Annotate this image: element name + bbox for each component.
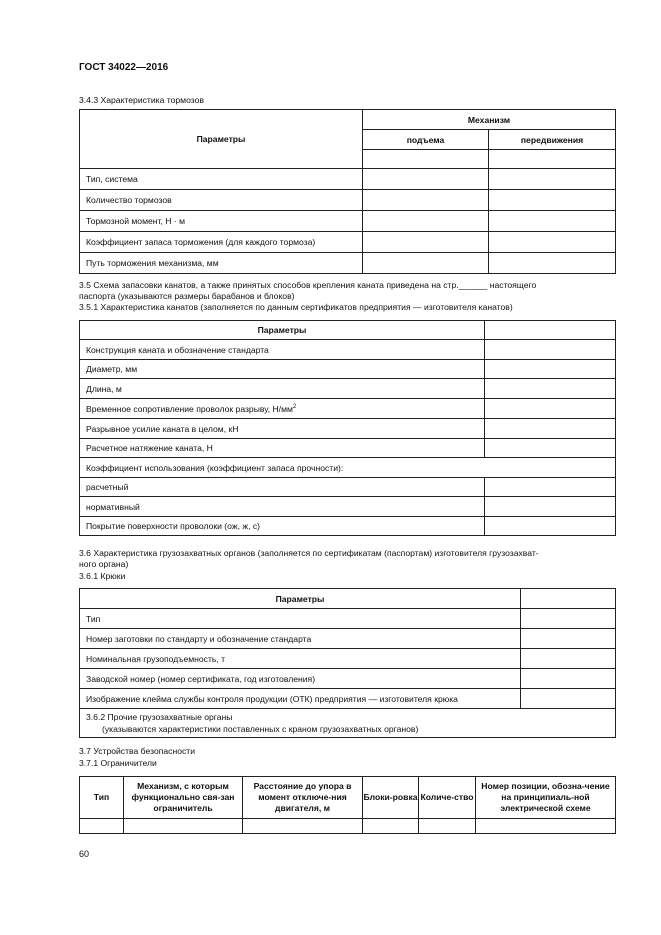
table-row: расчетный	[80, 478, 485, 497]
other-load-handling-title: 3.6.2 Прочие грузозахватные органы	[86, 712, 233, 722]
section-3-6-line2: ного органа)	[79, 559, 129, 569]
section-3-6-1-title: 3.6.1 Крюки	[79, 571, 126, 581]
limiters-col-type: Тип	[80, 777, 124, 819]
table-row: Количество тормозов	[80, 190, 363, 211]
table-row: Конструкция каната и обозначение стандарта	[80, 340, 485, 360]
page-number: 60	[79, 849, 90, 859]
table-row: Тип, система	[80, 169, 363, 190]
section-3-7-title: 3.7 Устройства безопасности	[79, 746, 196, 756]
ropes-table	[79, 320, 616, 536]
hooks-table	[79, 588, 616, 738]
table-row: Путь торможения механизма, мм	[80, 253, 363, 274]
table-row: Длина, м	[80, 379, 485, 399]
section-title-brakes: 3.4.3 Характеристика тормозов	[79, 95, 204, 105]
table-row: Покрытие поверхности проволоки (ож, ж, с)	[80, 517, 485, 536]
document-header: ГОСТ 34022—2016	[79, 62, 169, 73]
table-row: Заводской номер (номер сертификата, год изготовления)	[80, 669, 521, 689]
table-row: нормативный	[80, 497, 485, 517]
table-row: Диаметр, мм	[80, 360, 485, 379]
table-row: Изображение клейма службы контроля продукции (ОТК) предприятия — изготовителя крюка	[80, 689, 521, 709]
limiters-col-mechanism: Механизм, с которым функционально свя-зан ограничитель	[124, 777, 243, 819]
table-row: Номер заготовки по стандарту и обозначение стандарта	[80, 629, 521, 649]
section-3-6-line1: 3.6 Характеристика грузозахватных органов (заполняется по сертификатам (паспортам) изготовителя грузозахват-	[79, 548, 539, 558]
section-3-5-line1: 3.5 Схема запасовки канатов, а также принятых способов крепления каната приведена на стр.______ настоящего	[79, 280, 537, 290]
table-row: Расчетное натяжение каната, Н	[80, 439, 485, 458]
table-row: Разрывное усилие каната в целом, кН	[80, 419, 485, 439]
table-row: Временное сопротивление проволок разрыву, $Н/мм^2$	[80, 399, 485, 419]
hooks-col-params: Параметры	[80, 589, 521, 609]
brakes-col-lift: подъема	[363, 130, 489, 150]
other-load-handling-cell	[80, 709, 616, 738]
ropes-col-params: Параметры	[80, 321, 485, 340]
brakes-col-move: передвижения	[489, 130, 616, 150]
other-load-handling-note: (указываются характеристики поставленных с краном грузозахватных органов)	[102, 724, 419, 734]
limiters-table	[79, 776, 616, 834]
limiters-col-quantity: Количе-ство	[419, 777, 476, 819]
brakes-col-params: Параметры	[80, 110, 363, 169]
section-3-7-1-title: 3.7.1 Ограничители	[79, 758, 157, 768]
brakes-table	[79, 109, 616, 274]
limiters-col-distance: Расстояние до упора в момент отключе-ния двигателя, м	[243, 777, 363, 819]
section-3-5-1-title: 3.5.1 Характеристика канатов (заполняется по данным сертификатов предприятия — изготовителя канатов)	[79, 302, 513, 312]
table-row: Коэффициент запаса торможения (для каждого тормоза)	[80, 232, 363, 253]
limiters-col-position: Номер позиции, обозна-чение на принципиаль-ной электрической схеме	[476, 777, 616, 819]
table-row: Номинальная грузоподъемность, т	[80, 649, 521, 669]
table-row: Тормозной момент, Н · м	[80, 211, 363, 232]
brakes-col-mechanism: Механизм	[363, 110, 616, 130]
table-row: Коэффициент использования (коэффициент запаса прочности):	[80, 458, 616, 478]
table-row: Тип	[80, 609, 521, 629]
limiters-col-blocking: Блоки-ровка	[363, 777, 419, 819]
section-3-5-line2: паспорта (указываются размеры барабанов и блоков)	[79, 291, 295, 301]
